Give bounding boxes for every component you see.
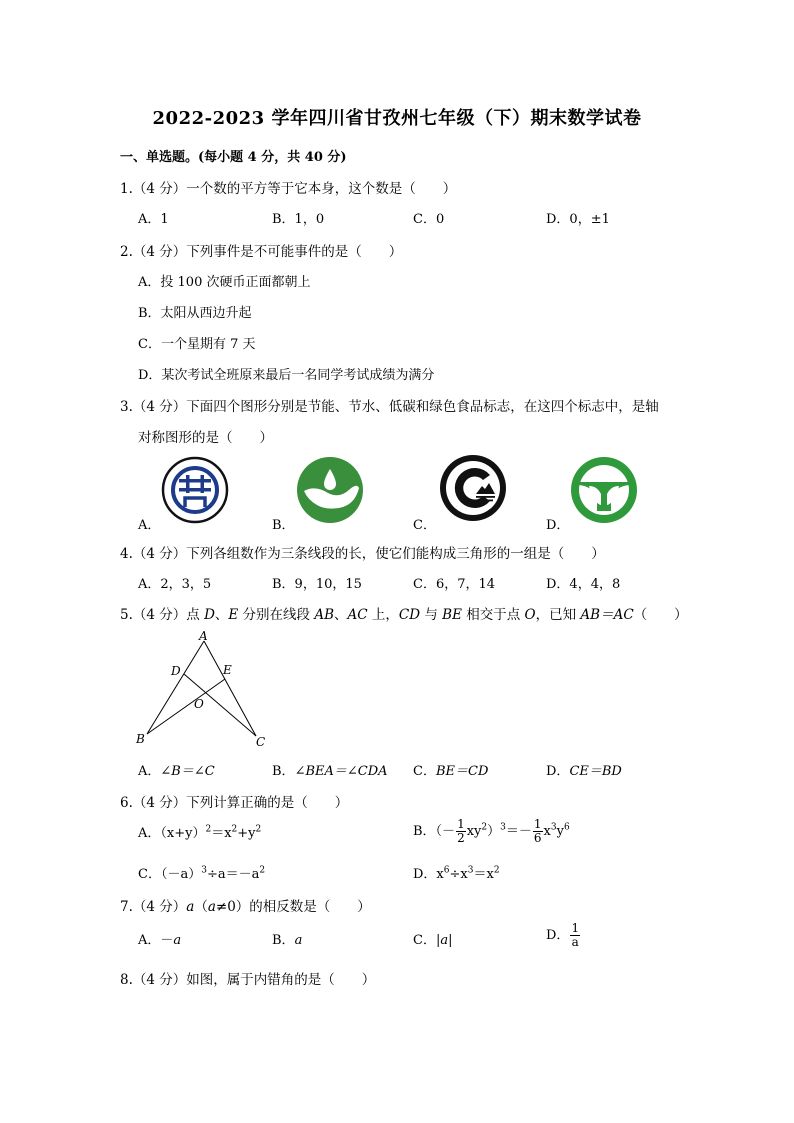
q5-text: ，已知 xyxy=(535,607,581,623)
q6-option-d xyxy=(413,863,500,882)
expr: ＝－ xyxy=(505,824,532,839)
exponent: 2 xyxy=(205,824,212,835)
q7-option-b xyxy=(272,929,302,948)
option-letter: C． xyxy=(413,764,436,779)
expr: ＝x xyxy=(473,867,494,882)
expr: B．（－ xyxy=(413,824,456,839)
expr: D．x xyxy=(413,867,444,882)
q7-option-a xyxy=(138,929,181,948)
figure-label-d: D xyxy=(171,664,181,678)
exponent: 2 xyxy=(493,865,500,876)
triangle-figure xyxy=(132,628,272,753)
q5-text: 、 xyxy=(334,607,348,623)
q7-text: ≠0）的相反数是（ ） xyxy=(215,899,371,915)
option-letter: A．－ xyxy=(138,933,174,948)
numerator: 1 xyxy=(457,817,465,831)
q1-option-c: C．0 xyxy=(413,212,445,227)
question-2-stem: 2.（4 分）下列事件是不可能事件的是（ ） xyxy=(120,244,403,260)
q5-text: （ ） xyxy=(633,607,688,623)
denominator: 2 xyxy=(457,831,465,845)
q5-segment-cd: CD xyxy=(398,607,421,623)
exponent: 3 xyxy=(201,865,207,876)
q3-option-a: A． xyxy=(138,518,161,533)
q5-condition: AB＝AC xyxy=(580,607,634,623)
exponent: 3 xyxy=(500,822,506,833)
question-6-stem: 6.（4 分）下列计算正确的是（ ） xyxy=(120,795,349,811)
question-4-stem: 4.（4 分）下列各组数作为三条线段的长，使它们能构成三角形的一组是（ ） xyxy=(120,546,605,562)
exponent: 6 xyxy=(563,822,570,833)
option-text: ∠B＝∠C xyxy=(160,764,215,779)
option-letter: B． xyxy=(272,933,295,948)
q2-option-c: C．一个星期有 7 天 xyxy=(138,337,256,352)
section-heading: 一、单选题。(每小题 4 分，共 40 分) xyxy=(120,150,347,165)
q6-option-c xyxy=(138,863,265,882)
option-text: BE＝CD xyxy=(435,764,489,779)
figure-label-a: A xyxy=(199,629,208,643)
option-letter: D． xyxy=(546,764,570,779)
q4-option-b: B．9，10，15 xyxy=(272,577,362,592)
option-letter: A． xyxy=(138,764,161,779)
numerator: 1 xyxy=(571,921,580,935)
q5-text: 相交于点 xyxy=(461,607,525,623)
low-carbon-logo-icon xyxy=(438,453,508,523)
q5-point-e: E xyxy=(228,607,239,623)
q5-text: 、 xyxy=(214,607,229,623)
water-saving-logo-icon xyxy=(295,455,365,525)
energy-saving-logo-icon xyxy=(160,455,230,525)
exponent: 2 xyxy=(259,865,266,876)
page-title: 2022-2023 学年四川省甘孜州七年级（下）期末数学试卷 xyxy=(152,108,642,129)
q5-option-a xyxy=(138,760,215,779)
option-text: |a| xyxy=(435,933,453,948)
q7-var: a xyxy=(186,899,195,915)
question-3-stem-line1: 3.（4 分）下面四个图形分别是节能、节水、低碳和绿色食品标志，在这四个标志中，是轴 xyxy=(120,399,659,415)
q6-option-a xyxy=(138,822,261,841)
option-text: CE＝BD xyxy=(569,764,622,779)
q5-text: 分别在线段 xyxy=(238,607,315,623)
q7-option-c xyxy=(413,929,452,948)
q7-option-d xyxy=(546,922,581,949)
q7-text: （ xyxy=(194,899,208,915)
expr: ） xyxy=(487,824,501,839)
question-8-stem: 8.（4 分）如图，属于内错角的是（ ） xyxy=(120,972,376,988)
q6-option-b xyxy=(413,818,570,845)
expr: x xyxy=(543,824,551,839)
question-5-stem xyxy=(120,603,688,623)
q2-option-d: D．某次考试全班原来最后一名同学考试成绩为满分 xyxy=(138,368,435,383)
q7-var: a xyxy=(207,899,216,915)
q5-point-d: D xyxy=(204,607,215,623)
option-text: ∠BEA＝∠CDA xyxy=(294,764,388,779)
q3-option-b: B． xyxy=(272,518,295,533)
option-letter: B． xyxy=(272,764,295,779)
q2-option-a: A．投 100 次硬币正面都朝上 xyxy=(138,275,311,290)
expr: C．（－a） xyxy=(138,867,202,882)
q7-text: 7.（4 分） xyxy=(120,899,187,915)
question-7-stem xyxy=(120,895,371,915)
expr: +y xyxy=(237,826,256,841)
denominator: a xyxy=(571,935,579,949)
exponent: 6 xyxy=(443,865,450,876)
exponent: 3 xyxy=(550,822,557,833)
exponent: 2 xyxy=(481,822,488,833)
denominator: 6 xyxy=(533,831,542,845)
q5-option-b xyxy=(272,760,388,779)
expr: ＝x xyxy=(211,826,232,841)
exponent: 3 xyxy=(467,865,474,876)
expr: ÷a＝－a xyxy=(206,867,260,882)
figure-label-e: E xyxy=(223,663,232,677)
q3-option-c: C． xyxy=(413,518,436,533)
fraction xyxy=(533,818,543,845)
fraction xyxy=(570,922,580,949)
q3-option-d: D． xyxy=(546,518,570,533)
q4-option-c: C．6，7，14 xyxy=(413,577,496,592)
expr: y xyxy=(556,824,564,839)
q4-option-a: A．2，3，5 xyxy=(138,577,212,592)
option-text: a xyxy=(173,933,182,948)
q5-option-c xyxy=(413,760,488,779)
numerator: 1 xyxy=(533,817,542,831)
q1-option-a: A．1 xyxy=(138,212,169,227)
figure-label-o: O xyxy=(194,697,204,711)
figure-label-c: C xyxy=(256,735,266,749)
expr: A．（x+y） xyxy=(138,826,206,841)
option-letter: D． xyxy=(546,928,570,943)
question-3-stem-line2: 对称图形的是（ ） xyxy=(138,430,273,446)
fraction xyxy=(456,818,466,845)
exponent: 2 xyxy=(255,824,262,835)
figure-label-b: B xyxy=(136,732,145,746)
q2-option-b: B．太阳从西边升起 xyxy=(138,306,252,321)
green-food-logo-icon xyxy=(569,455,639,525)
q5-text: 5.（4 分）点 xyxy=(120,607,205,623)
q5-text: 上， xyxy=(367,607,399,623)
option-text: a xyxy=(294,933,303,948)
q1-option-d: D．0，±1 xyxy=(546,212,610,227)
option-letter: C． xyxy=(413,933,436,948)
q5-text: 与 xyxy=(420,607,443,623)
expr: xy xyxy=(466,824,482,839)
q5-option-d xyxy=(546,760,622,779)
expr: ÷x xyxy=(449,867,468,882)
q5-segment-ab: AB xyxy=(314,607,335,623)
q1-option-b: B．1，0 xyxy=(272,212,325,227)
exponent: 2 xyxy=(231,824,238,835)
q5-point-o: O xyxy=(524,607,536,623)
q5-segment-be: BE xyxy=(442,607,462,623)
question-1-stem: 1.（4 分）一个数的平方等于它本身，这个数是（ ） xyxy=(120,181,457,197)
q5-segment-ac: AC xyxy=(347,607,368,623)
q4-option-d: D．4，4，8 xyxy=(546,577,621,592)
